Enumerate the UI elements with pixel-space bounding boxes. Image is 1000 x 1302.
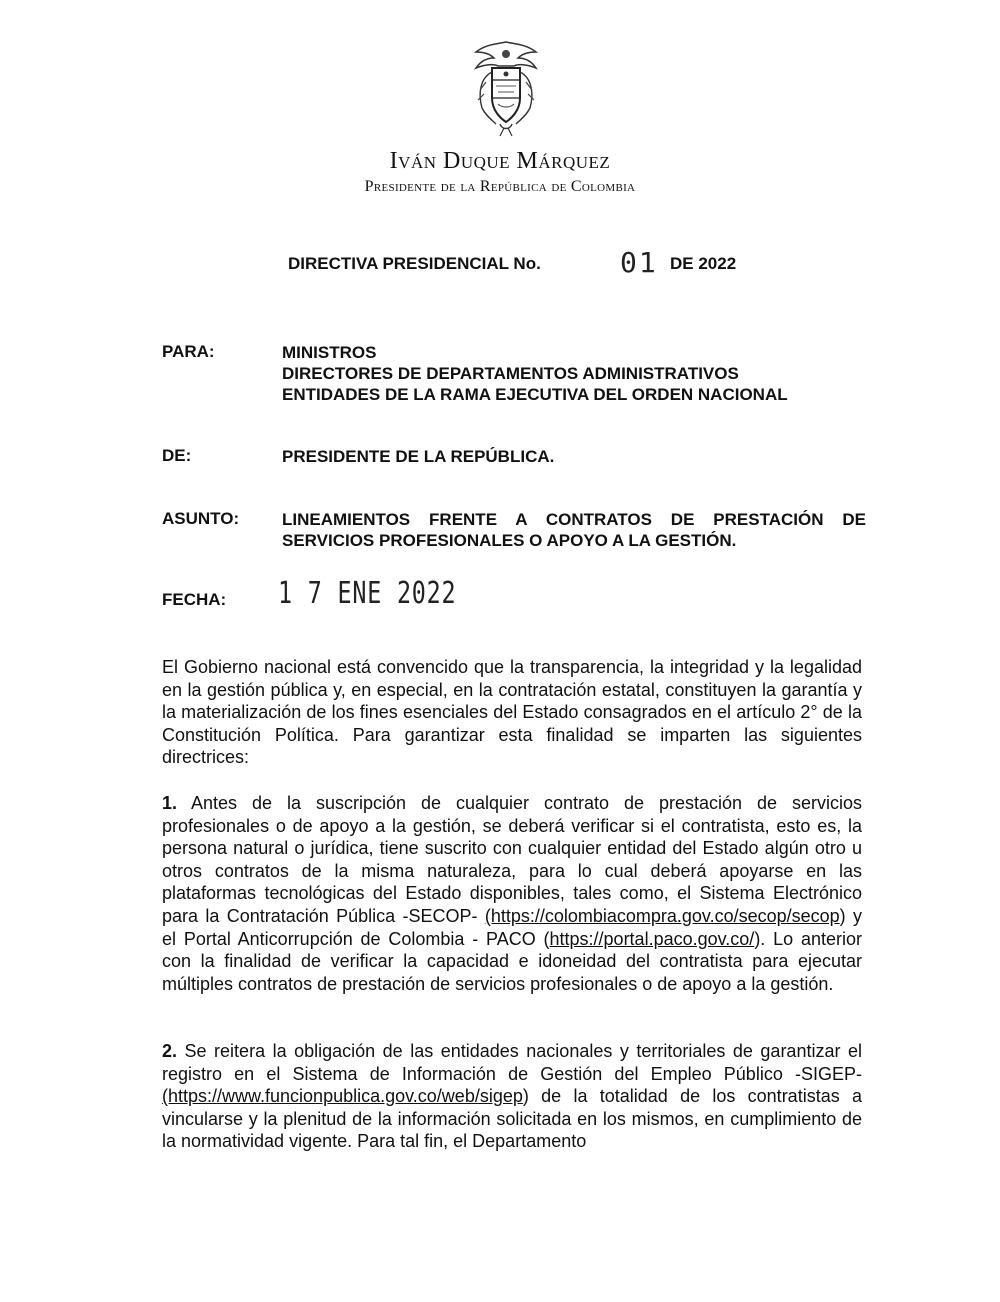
directive-year: DE 2022 bbox=[670, 254, 737, 273]
paragraph-2-number: 2. bbox=[162, 1041, 178, 1061]
paragraph-1-text-b: ) y el Portal Anticorrupción de Colombia - PACO ( bbox=[162, 905, 863, 949]
asunto-value bbox=[282, 509, 866, 551]
sigep-link[interactable]: (https://www.funcionpublica.gov.co/web/sigep bbox=[162, 1086, 523, 1107]
paragraph-2-text-b: ) de la totalidad de los contratistas a vincularse y la plenitud de la información solicitada en los mismos, en cumplimiento de la normatividad vigente. Para tal fin, el Departamento bbox=[162, 1086, 862, 1152]
fecha-label: FECHA: bbox=[162, 590, 227, 609]
de-label: DE: bbox=[162, 446, 192, 465]
paragraph-1 bbox=[162, 792, 862, 995]
para-label: PARA: bbox=[162, 342, 215, 361]
secop-link[interactable]: (https://colombiacompra.gov.co/secop/secop bbox=[484, 905, 840, 926]
paragraph-1-text-a: Antes de la suscripción de cualquier contrato de prestación de servicios profesionales o de apoyo a la gestión, se deberá verificar si el contratista, esto es, la persona natural o jurídica, tiene suscrito con cualquier entidad del Estado algún otro u otros contratos de la misma naturaleza, para lo cual deberá apoyarse en las plataformas tecnológicas del Estado disponibles, tales como, el Sistema Electrónico para la Contratación Pública -SECOP- bbox=[162, 793, 862, 926]
para-line: DIRECTORES DE DEPARTAMENTOS ADMINISTRATIVOS bbox=[282, 364, 739, 383]
directive-number: 01 bbox=[620, 246, 658, 279]
para-line: ENTIDADES DE LA RAMA EJECUTIVA DEL ORDEN NACIONAL bbox=[282, 385, 788, 404]
asunto-label: ASUNTO: bbox=[162, 509, 240, 528]
de-value: PRESIDENTE DE LA REPÚBLICA. bbox=[282, 447, 555, 466]
intro-paragraph: El Gobierno nacional está convencido que la transparencia, la integridad y la legalidad en la gestión pública y, en especial, en la contratación estatal, constituyen la garantía y la materialización de los fines esenciales del Estado consagrados en el artículo 2° de la Constitución Política. Para garantizar esta finalidad se imparten las siguientes directrices: bbox=[162, 657, 862, 768]
fecha-stamp: 1 7 ENE 2022 bbox=[278, 576, 457, 611]
paragraph-2-text-a: Se reitera la obligación de las entidades nacionales y territoriales de garantizar el registro en el Sistema de Información de Gestión del Empleo Público -SIGEP- bbox=[162, 1041, 862, 1084]
paco-link[interactable]: https://portal.paco.gov.co/ bbox=[549, 928, 755, 949]
asunto-line: SERVICIOS PROFESIONALES O APOYO A LA GESTIÓN. bbox=[282, 531, 737, 550]
paragraph-1-number: 1. bbox=[162, 793, 178, 813]
coat-of-arms-seal bbox=[464, 38, 548, 138]
president-name: Iván Duque Márquez bbox=[389, 148, 611, 174]
president-title: Presidente de la República de Colombia bbox=[364, 178, 636, 195]
para-recipients bbox=[282, 342, 872, 405]
directive-label: DIRECTIVA PRESIDENCIAL No. bbox=[288, 254, 541, 273]
paragraph-2 bbox=[162, 1040, 862, 1153]
paragraph-1-text-c: ). Lo anterior con la finalidad de verificar la capacidad e idoneidad del contratista para ejecutar múltiples contratos de prestación de servicios profesionales o de apoyo a la gestión. bbox=[162, 928, 862, 994]
para-line: MINISTROS bbox=[282, 343, 377, 362]
asunto-line: LINEAMIENTOS FRENTE A CONTRATOS DE PRESTACIÓN DE bbox=[282, 510, 866, 529]
